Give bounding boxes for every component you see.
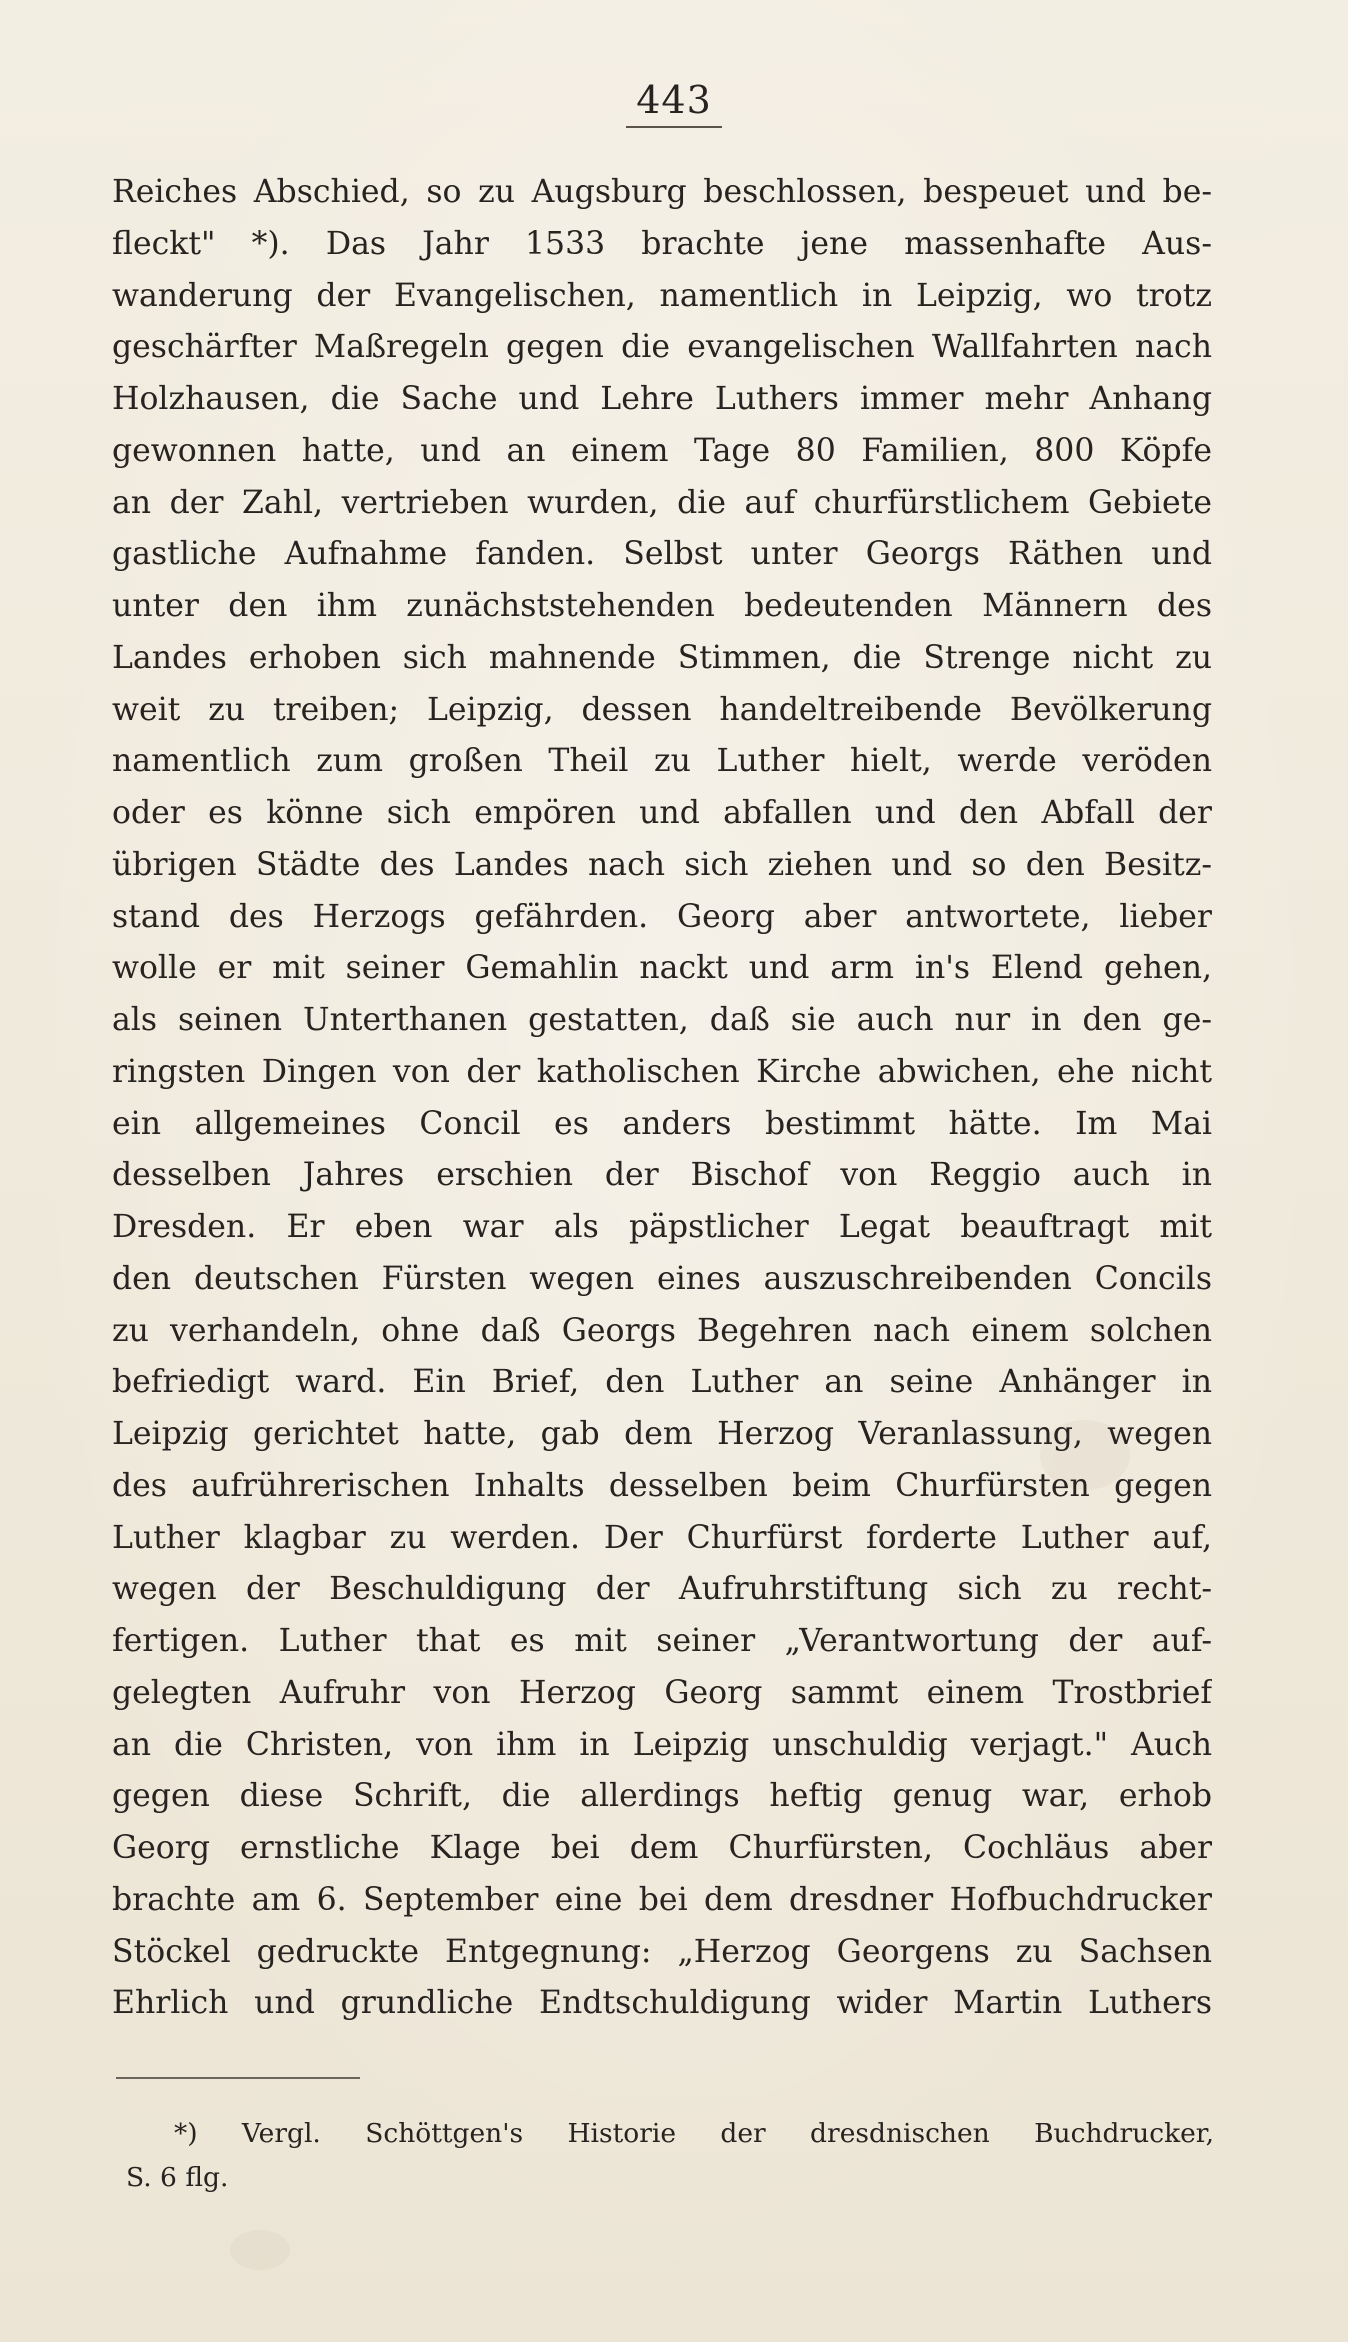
- text-line: oder es könne sich empören und abfallen und den Abfall der: [112, 795, 1212, 831]
- text-line: des aufrührerischen Inhalts desselben beim Churfürsten gegen: [112, 1467, 1212, 1504]
- text-line: Dresden. Er eben war als päpstlicher Legat beauftragt mit: [112, 1209, 1212, 1245]
- text-line: weit zu treiben; Leipzig, dessen handeltreibende Bevölkerung: [112, 691, 1212, 728]
- text-line: Leipzig gerichtet hatte, gab dem Herzog Veranlassung, wegen: [112, 1416, 1212, 1452]
- text-line: brachte am 6. September eine bei dem dresdner Hofbuchdrucker: [112, 1881, 1212, 1918]
- text-line: Reiches Abschied, so zu Augsburg beschlossen, bespeuet und be-: [112, 174, 1212, 210]
- text-line: fertigen. Luther that es mit seiner „Verantwortung der auf-: [112, 1623, 1212, 1659]
- paper-stain: [230, 2230, 290, 2270]
- text-line: an der Zahl, vertrieben wurden, die auf churfürstlichem Gebiete: [112, 484, 1212, 521]
- text-line: Ehrlich und grundliche Endtschuldigung wider Martin Luthers: [112, 1985, 1212, 2022]
- text-line: unter den ihm zunächststehenden bedeutenden Männern des: [112, 588, 1212, 624]
- text-line: namentlich zum großen Theil zu Luther hielt, werde veröden: [112, 743, 1212, 780]
- text-line: als seinen Unterthanen gestatten, daß sie auch nur in den ge-: [112, 1002, 1212, 1038]
- text-line: desselben Jahres erschien der Bischof von Reggio auch in: [112, 1157, 1212, 1194]
- text-line: gegen diese Schrift, die allerdings heftig genug war, erhob: [112, 1778, 1212, 1815]
- footnote: [126, 2112, 1214, 2200]
- text-line: zu verhandeln, ohne daß Georgs Begehren nach einem solchen: [112, 1312, 1212, 1349]
- text-line: wanderung der Evangelischen, namentlich in Leipzig, wo trotz: [112, 277, 1212, 314]
- text-line: befriedigt ward. Ein Brief, den Luther an seine Anhänger in: [112, 1364, 1212, 1401]
- text-line: Luther klagbar zu werden. Der Churfürst forderte Luther auf,: [112, 1519, 1212, 1556]
- text-line: gewonnen hatte, und an einem Tage 80 Familien, 800 Köpfe: [112, 432, 1212, 469]
- text-line: Georg ernstliche Klage bei dem Churfürsten, Cochläus aber: [112, 1830, 1212, 1866]
- text-line: wegen der Beschuldigung der Aufruhrstiftung sich zu recht-: [112, 1571, 1212, 1608]
- text-line: Landes erhoben sich mahnende Stimmen, die Strenge nicht zu: [112, 639, 1212, 676]
- text-line: übrigen Städte des Landes nach sich ziehen und so den Besitz-: [112, 846, 1212, 883]
- text-line: ein allgemeines Concil es anders bestimmt hätte. Im Mai: [112, 1105, 1212, 1142]
- text-line: Stöckel gedruckte Entgegnung: „Herzog Georgens zu Sachsen: [112, 1933, 1212, 1970]
- footnote-line: S. 6 flg.: [126, 2162, 229, 2193]
- footnote-divider: [116, 2077, 360, 2079]
- page-number: [0, 78, 1348, 128]
- text-line: Holzhausen, die Sache und Lehre Luthers immer mehr Anhang: [112, 381, 1212, 417]
- footnote-line: *) Vergl. Schöttgen's Historie der dresdnischen Buchdrucker,: [174, 2118, 1214, 2149]
- text-line: fleckt" *). Das Jahr 1533 brachte jene massenhafte Aus-: [112, 225, 1212, 262]
- text-line: geschärfter Maßregeln gegen die evangelischen Wallfahrten nach: [112, 329, 1212, 366]
- text-line: an die Christen, von ihm in Leipzig unschuldig verjagt." Auch: [112, 1726, 1212, 1763]
- text-line: stand des Herzogs gefährden. Georg aber antwortete, lieber: [112, 898, 1212, 935]
- text-line: wolle er mit seiner Gemahlin nackt und arm in's Elend gehen,: [112, 950, 1212, 987]
- page-number-label: 443: [626, 78, 722, 128]
- main-text: [112, 167, 1212, 2030]
- text-line: den deutschen Fürsten wegen eines auszuschreibenden Concils: [112, 1260, 1212, 1297]
- text-line: ringsten Dingen von der katholischen Kirche abwichen, ehe nicht: [112, 1053, 1212, 1090]
- text-line: gastliche Aufnahme fanden. Selbst unter Georgs Räthen und: [112, 536, 1212, 573]
- text-line: gelegten Aufruhr von Herzog Georg sammt einem Trostbrief: [112, 1674, 1212, 1711]
